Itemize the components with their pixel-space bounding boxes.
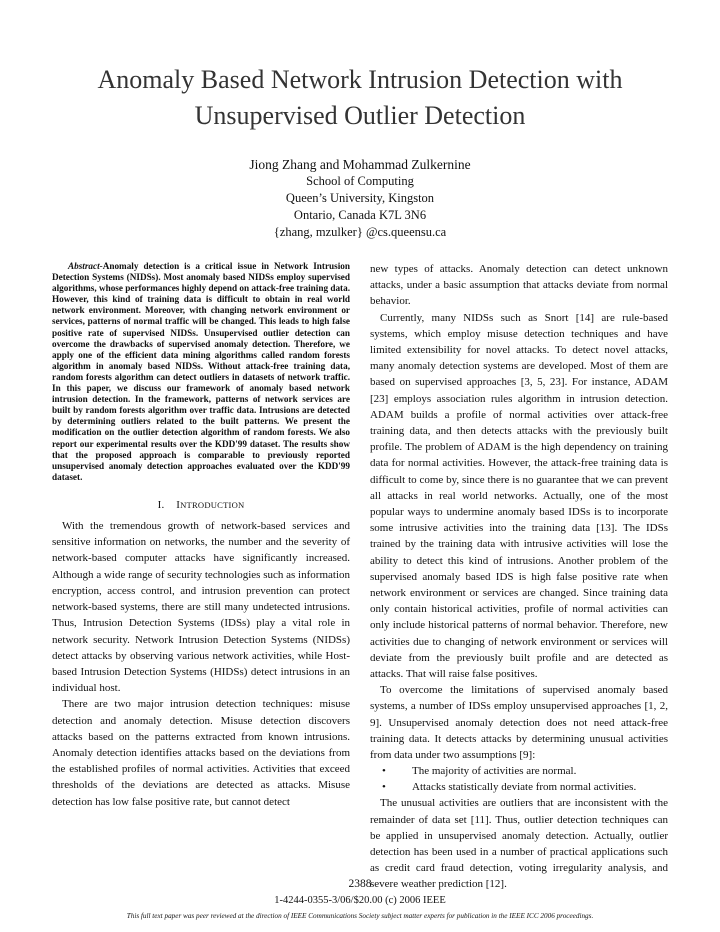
body-paragraph: To overcome the limitations of supervised anomaly based systems, a number of IDSs employ unsupervised approaches [1, 2, 9]. Unsupervised anomaly detection does not need attack-free training data. It detects attacks by determining unusual activities from data under two assumptions [9]: (370, 684, 668, 762)
bullet-icon: • (382, 765, 386, 778)
title-line-1: Anomaly Based Network Intrusion Detection with (97, 65, 623, 94)
body-paragraph: With the tremendous growth of network-based services and sensitive information on networks, the number and the severity of network-based computer attacks have significantly increased. Although a wide range of security technologies such as information encryption, access control, and intrusion prevention can protect network-based systems, there are still many undetected intrusions. Thus, Intrusion Detection Systems (IDSs) play a vital role in network security. Network Intrusion Detection Systems (NIDSs) detect attacks by observing various network activities, while Host-based Intrusion Detection Systems (HIDSs) detect intrusions in an individual host. (52, 520, 350, 695)
author-block (60, 156, 660, 241)
body-paragraph: There are two major intrusion detection techniques: misuse detection and anomaly detection. Misuse detection discovers attacks based on the patterns extracted from known intrusions. Anomaly detection identifies attacks based on the deviations from the established profiles of normal activities. Activities that exceed thresholds of the deviations are detected as attacks. Misuse detection has low false positive rate, but cannot detect (52, 698, 350, 808)
section-title-rest: NTRODUCTION (180, 499, 245, 510)
assumption-list (370, 763, 668, 795)
review-note: This full text paper was peer reviewed at the direction of IEEE Communications Society subject matter experts for publication in the IEEE ICC 2006 proceedings. (126, 912, 594, 920)
list-item (370, 763, 668, 779)
affiliation-line: Ontario, Canada K7L 3N6 (293, 208, 427, 222)
body-paragraph: Currently, many NIDSs such as Snort [14] are rule-based systems, which employ misuse detection techniques and have limited extensibility for novel attacks. To detect novel attacks, many anomaly detection systems are developed. Most of them are based on supervised approaches [3, 5, 23]. For instance, ADAM [23] employs association rules algorithm in intrusion detection. ADAM builds a profile of normal activities over attack-free training data, and then detects attacks with the previously built profile. The problem of ADAM is the high dependency on training data for normal activities. However, the attack-free training data is difficult to come by, since there is no guarantee that we can prevent all attacks in real world networks. Actually, one of the most popular ways to undermine anomaly based IDSs is to incorporate some intrusive activities into the training data [13]. The IDSs trained by the training data with intrusive activities will lose the ability to detect this kind of intrusions. Another problem of the supervised anomaly based IDS is high false positive rate when network environment or services are changed. Since training data only contain historical activities, profile of normal activities can only include historical patterns of normal behavior. Therefore, new activities due to changing of network environment or services will deviate from the previously built profile and are detected as attacks. That will raise false positives. (370, 311, 668, 681)
abstract-label: Abstract- (68, 261, 103, 271)
abstract (52, 261, 350, 483)
list-item-text: Attacks statistically deviate from normal activities. (412, 781, 637, 794)
body-paragraph: The unusual activities are outliers that are inconsistent with the remainder of data set [11]. Thus, outlier detection techniques can be applied in unsupervised anomaly detection. Actually, outlier detection has been used in a number of practical applications such as credit card fraud detection, voting irregularity analysis, and severe weather prediction [12]. (370, 797, 668, 891)
left-column (52, 261, 350, 810)
list-item-text: The majority of activities are normal. (412, 765, 577, 778)
affiliation-line: Queen’s University, Kingston (285, 191, 435, 205)
paper-title (40, 62, 680, 134)
list-item (370, 779, 668, 795)
right-column (370, 261, 668, 893)
title-line-2: Unsupervised Outlier Detection (194, 101, 526, 130)
section-initial: I (176, 498, 181, 511)
author-email: {zhang, mzulker} @cs.queensu.ca (273, 225, 447, 239)
bullet-icon: • (382, 781, 386, 794)
author-names: Jiong Zhang and Mohammad Zulkernine (249, 157, 471, 172)
page-number: 2388 (348, 878, 372, 890)
body-paragraph: new types of attacks. Anomaly detection can detect unknown attacks, under a basic assumption that attacks deviate from normal behavior. (370, 263, 668, 308)
copyright-line: 1-4244-0355-3/06/$20.00 (c) 2006 IEEE (274, 895, 446, 906)
section-number: I. (157, 498, 165, 511)
section-heading-introduction (52, 497, 350, 513)
abstract-text: Anomaly detection is a critical issue in Network Intrusion Detection Systems (NIDSs). Most anomaly based NIDSs employ supervised algorithms, whose performances highly depend on attack-free training data. However, this kind of training data is difficult to obtain in real world network environment. Moreover, with changing network environment or services, patterns of normal traffic will be changed. This leads to high false positive rate of supervised NIDSs. Unsupervised outlier detection can overcome the drawbacks of supervised anomaly detection. Therefore, we apply one of the efficient data mining algorithms called random forests algorithm in anomaly based NIDSs. Without attack-free training data, random forests algorithm can detect outliers in datasets of network traffic. In this paper, we discuss our framework of anomaly based network intrusion detection. In the framework, patterns of network services are built by random forests algorithm over traffic data. Intrusions are detected by determining outliers related to the built patterns. We present the modification on the outlier detection algorithm of random forests. We also report our experimental results over the KDD'99 dataset. The results show that the proposed approach is comparable to previously reported unsupervised anomaly detection approaches evaluated over the KDD'99 dataset. (52, 261, 350, 482)
affiliation-line: School of Computing (306, 174, 414, 188)
